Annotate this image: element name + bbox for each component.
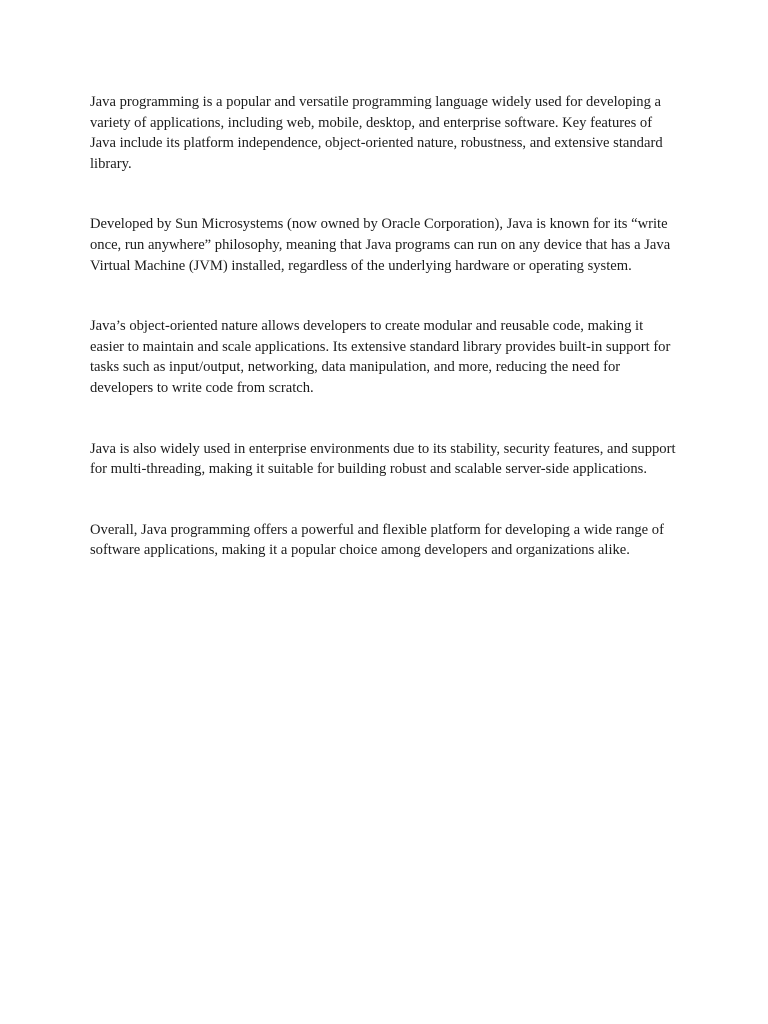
paragraph-enterprise: Java is also widely used in enterprise environments due to its stability, security features, and support for multi-threading, making it suitable for building robust and scalable server-side applications. — [90, 440, 676, 478]
paragraph-intro: Java programming is a popular and versatile programming language widely used for developing a variety of applications, including web, mobile, desktop, and enterprise software. Key features of Java include its platform independence, object-oriented nature, robustness, and extensive standard library. — [90, 94, 663, 172]
paragraph-object-oriented: Java’s object-oriented nature allows developers to create modular and reusable code, making it easier to maintain and scale applications. Its extensive standard library provides built-in support for tasks such as input/output, networking, data manipulation, and more, reducing the need for developers to write code from scratch. — [90, 318, 671, 396]
paragraph-conclusion: Overall, Java programming offers a powerful and flexible platform for developing a wide range of software applications, making it a popular choice among developers and organizations alike. — [90, 521, 664, 559]
document-body — [90, 92, 680, 601]
paragraph-history: Developed by Sun Microsystems (now owned by Oracle Corporation), Java is known for its “write once, run anywhere” philosophy, meaning that Java programs can run on any device that has a Java Virtual Machine (JVM) installed, regardless of the underlying hardware or operating system. — [90, 216, 671, 274]
